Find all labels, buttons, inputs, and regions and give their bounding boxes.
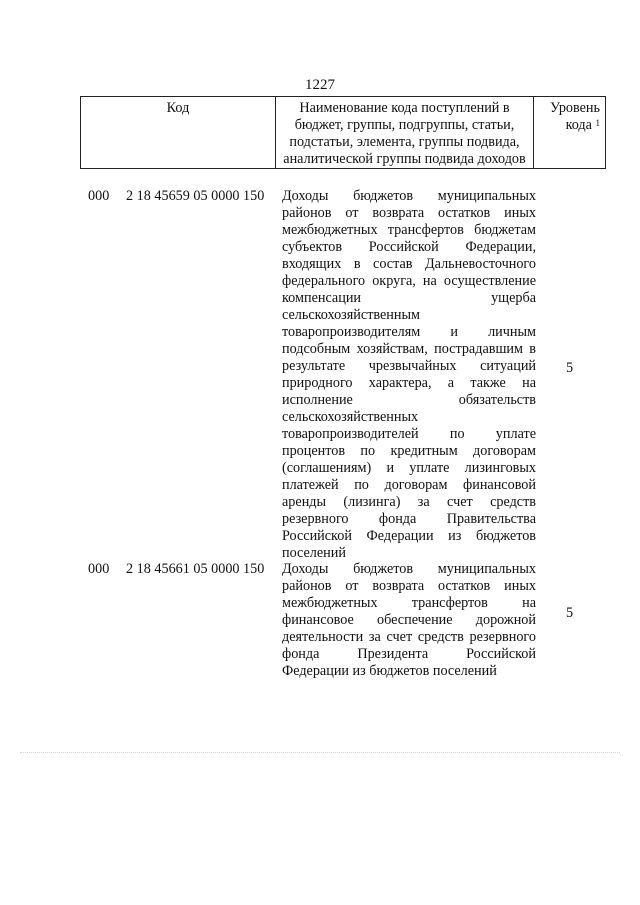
description-line: компенсации ущерба [282, 290, 536, 306]
description-line: платежей по договорам финансовой [282, 477, 536, 493]
description-line: Российской Федерации из бюджетов [282, 528, 536, 544]
admin-code: 000 [88, 561, 110, 577]
header-level-label: кода [565, 117, 592, 133]
description-line: Доходы бюджетов муниципальных [282, 561, 536, 577]
description-line: межбюджетных трансфертов бюджетам [282, 222, 536, 238]
description-line: Доходы бюджетов муниципальных [282, 188, 536, 204]
description-line: процентов по кредитным договорам [282, 443, 536, 459]
description-line: результате чрезвычайных ситуаций [282, 358, 536, 374]
admin-code: 000 [88, 188, 110, 204]
header-name-line: бюджет, группы, подгруппы, статьи, [294, 117, 515, 133]
description-line: природного характера, а также на [282, 375, 536, 391]
description-line: входящих в состав Дальневосточного [282, 256, 536, 272]
description-line: федерального округа, на осуществление [282, 273, 536, 289]
header-name [276, 97, 534, 169]
description-line: деятельности за счет средств резервного [282, 629, 536, 645]
description-line: сельскохозяйственным [282, 307, 421, 323]
table-header [80, 96, 606, 169]
description-line: товаропроизводителям и личным [282, 324, 536, 340]
header-level-line1: Уровень [550, 100, 600, 116]
description-line: районов от возврата остатков иных [282, 578, 536, 594]
description-line: подсобным хозяйствам, пострадавшим в [282, 341, 536, 357]
description-line: поселений [282, 545, 346, 561]
description-line: фонда Президента Российской [282, 646, 536, 662]
description-line: Федерации из бюджетов поселений [282, 663, 497, 679]
code-level: 5 [566, 605, 574, 621]
income-code: 2 18 45659 05 0000 150 [126, 188, 265, 204]
description-line: резервного фонда Правительства [282, 511, 536, 527]
header-code [81, 97, 276, 169]
description-line: сельскохозяйственных [282, 409, 419, 425]
description-line: (соглашениям) и уплате лизинговых [282, 460, 536, 476]
header-level-line2 [534, 117, 600, 134]
description-line: аренды (лизинга) за счет средств [282, 494, 536, 510]
income-description [282, 188, 536, 562]
description-line: районов от возврата остатков иных [282, 205, 536, 221]
code-level: 5 [566, 360, 574, 376]
description-line: товаропроизводителей по уплате [282, 426, 536, 442]
description-line: исполнение обязательств [282, 392, 536, 408]
header-level [534, 97, 606, 169]
income-code: 2 18 45661 05 0000 150 [126, 561, 265, 577]
footnote-marker: 1 [595, 118, 600, 128]
description-line: финансовое обеспечение дорожной [282, 612, 536, 628]
header-name-line: подстатьи, элемента, группы подвида, [289, 134, 520, 150]
header-name-line: аналитической группы подвида доходов [283, 151, 526, 167]
description-line: межбюджетных трансфертов на [282, 595, 536, 611]
scan-artifact-line [20, 752, 620, 755]
income-description [282, 561, 536, 680]
page-number: 1227 [305, 77, 335, 93]
description-line: субъектов Российской Федерации, [282, 239, 536, 255]
header-name-line: Наименование кода поступлений в [299, 100, 510, 116]
header-code-label: Код [166, 100, 190, 116]
